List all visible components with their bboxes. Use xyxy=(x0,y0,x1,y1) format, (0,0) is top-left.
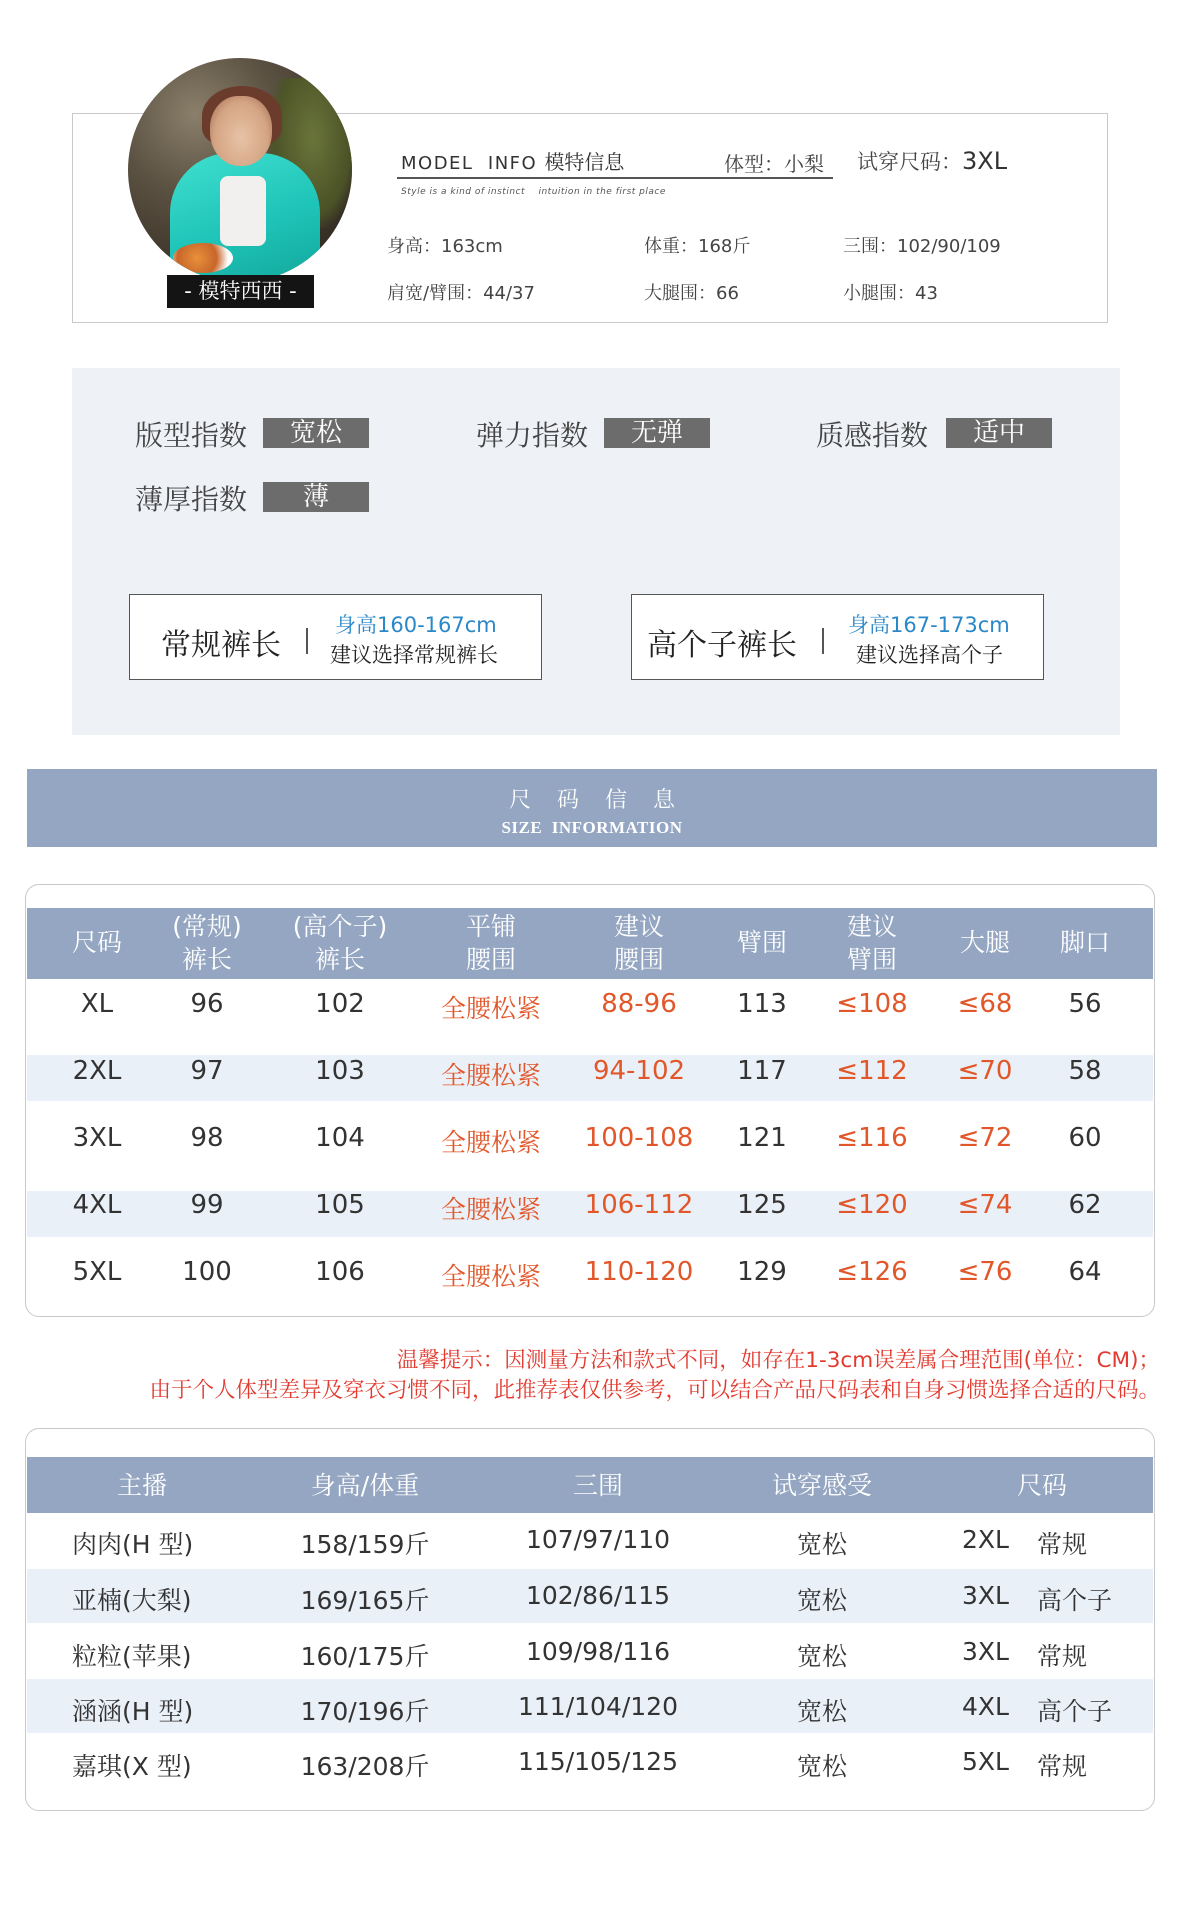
size-table-cell: 58 xyxy=(1068,1056,1102,1086)
host-table-cell: 5XL xyxy=(962,1747,1009,1776)
size-table-header-text: 裤长 xyxy=(314,945,365,974)
size-table-cell: 88-96 xyxy=(601,989,677,1019)
size-table-cell: 103 xyxy=(315,1056,365,1086)
size-table-header-cell xyxy=(1020,926,1150,959)
size-table-cell: 2XL xyxy=(72,1056,122,1086)
host-table-cell: 宽松 xyxy=(796,1642,847,1671)
size-table-header-text: 腰围 xyxy=(613,945,664,974)
size-table-cell: 129 xyxy=(737,1257,787,1287)
size-table-cell: 3XL xyxy=(72,1123,122,1153)
size-table-header-text: 臂围 xyxy=(846,945,897,974)
size-table-cell: ≤108 xyxy=(836,989,908,1019)
host-table-cell: 115/105/125 xyxy=(518,1747,678,1776)
host-table-cell: 肉肉(H 型) xyxy=(72,1530,194,1559)
size-table-cell: ≤74 xyxy=(957,1190,1013,1220)
host-table-cell: 宽松 xyxy=(796,1697,847,1726)
stat-measurements: 三围：102/90/109 xyxy=(843,236,1001,257)
regular-length-divider xyxy=(306,628,308,654)
stat-height: 身高：163cm xyxy=(387,236,503,257)
size-table-cell: 全腰松紧 xyxy=(440,1061,541,1090)
size-table xyxy=(27,908,1153,1315)
size-table-cell: ≤72 xyxy=(957,1123,1013,1153)
size-table-cell: 5XL xyxy=(72,1257,122,1287)
model-slogan: Style is a kind of instinct intuition in the first place xyxy=(401,187,666,197)
size-table-header-text: 臂围 xyxy=(736,928,787,957)
model-name-tag: - 模特西西 - xyxy=(167,275,314,308)
host-table-cell: 高个子 xyxy=(1037,1586,1113,1615)
thickness-index-label: 薄厚指数 xyxy=(135,483,248,516)
try-size-value: 3XL xyxy=(962,147,1008,175)
size-table-cell: ≤112 xyxy=(836,1056,908,1086)
stat-thigh: 大腿围：66 xyxy=(644,283,739,304)
size-table-header-text: 脚口 xyxy=(1059,928,1110,957)
size-table-cell: ≤68 xyxy=(957,989,1013,1019)
tall-length-suggest: 建议选择高个子 xyxy=(856,643,1003,667)
size-table-cell: 64 xyxy=(1068,1257,1102,1287)
size-table-header-text: 建议 xyxy=(613,912,664,941)
try-size xyxy=(857,146,1007,176)
regular-length-height: 身高160-167cm xyxy=(335,613,497,637)
size-table-cell: ≤76 xyxy=(957,1257,1013,1287)
stat-shoulder-arm: 肩宽/臂围：44/37 xyxy=(387,283,535,304)
host-table-cell: 宽松 xyxy=(796,1586,847,1615)
size-table-header-text: (高个子) xyxy=(292,912,388,941)
host-table-cell: 常规 xyxy=(1037,1752,1088,1781)
host-table-header-cell: 身高/体重 xyxy=(310,1471,420,1500)
size-table-cell: 全腰松紧 xyxy=(440,1128,541,1157)
size-table-cell: 104 xyxy=(315,1123,365,1153)
title-underline xyxy=(397,177,833,179)
size-table-cell: 60 xyxy=(1068,1123,1102,1153)
size-table-cell: 62 xyxy=(1068,1190,1102,1220)
size-table-header-text: (常规) xyxy=(172,912,242,941)
fit-index-label: 版型指数 xyxy=(135,419,248,452)
tall-length-title: 高个子裤长 xyxy=(647,628,797,663)
host-table-cell: 宽松 xyxy=(796,1530,847,1559)
host-table-cell: 涵涵(H 型) xyxy=(72,1697,194,1726)
model-info-title-zh: 模特信息 xyxy=(544,150,625,174)
size-table-header-text: 平铺 xyxy=(465,912,516,941)
host-table-cell: 3XL xyxy=(962,1637,1009,1666)
model-info-title-en: MODEL INFO xyxy=(401,153,538,174)
size-table-cell: 113 xyxy=(737,989,787,1019)
size-banner-title-zh: 尺码信息 xyxy=(508,788,701,813)
size-table-cell: ≤120 xyxy=(836,1190,908,1220)
size-table-cell: ≤126 xyxy=(836,1257,908,1287)
host-table-cell: 158/159斤 xyxy=(300,1530,430,1559)
size-table-cell: 106 xyxy=(315,1257,365,1287)
tall-length-divider xyxy=(822,628,824,654)
size-table-cell: 100-108 xyxy=(584,1123,694,1153)
host-table-cell: 常规 xyxy=(1037,1530,1088,1559)
size-table-header-text: 尺码 xyxy=(71,928,122,957)
texture-index-label: 质感指数 xyxy=(816,419,929,452)
host-table-cell: 粒粒(苹果) xyxy=(72,1642,192,1671)
model-info-title xyxy=(401,146,624,175)
elasticity-index-badge: 无弹 xyxy=(604,418,710,448)
texture-index-badge: 适中 xyxy=(946,418,1052,448)
size-table-cell: 98 xyxy=(190,1123,224,1153)
size-table-cell: 4XL xyxy=(72,1190,122,1220)
size-table-header-text: 腰围 xyxy=(465,945,516,974)
host-table-cell: 亚楠(大梨) xyxy=(72,1586,192,1615)
host-table-cell: 102/86/115 xyxy=(525,1581,671,1610)
host-table-cell: 170/196斤 xyxy=(300,1697,430,1726)
host-table-cell: 160/175斤 xyxy=(300,1642,430,1671)
size-table-header-cell xyxy=(574,910,704,976)
host-table-header-cell: 尺码 xyxy=(1016,1471,1067,1500)
host-table-cell: 常规 xyxy=(1037,1642,1088,1671)
host-table-cell: 109/98/116 xyxy=(525,1637,671,1666)
size-table-header-cell xyxy=(807,910,937,976)
size-table-cell: 110-120 xyxy=(584,1257,694,1287)
host-table-header-cell: 三围 xyxy=(572,1471,623,1500)
size-banner-title-en: SIZE INFORMATION xyxy=(501,818,683,837)
body-type: 体型：小梨 xyxy=(724,152,824,176)
size-table-cell: XL xyxy=(80,989,114,1019)
size-table-header-text: 大腿 xyxy=(959,928,1010,957)
size-table-cell: 全腰松紧 xyxy=(440,1262,541,1291)
try-size-label: 试穿尺码： xyxy=(857,150,962,174)
host-table-cell: 4XL xyxy=(962,1692,1009,1721)
size-table-header-cell xyxy=(142,910,272,976)
stat-weight: 体重：168斤 xyxy=(644,236,751,257)
host-table-header-cell: 试穿感受 xyxy=(771,1471,872,1500)
size-table-header-text: 建议 xyxy=(846,912,897,941)
host-table-cell: 107/97/110 xyxy=(525,1525,671,1554)
size-table-header-text: 裤长 xyxy=(181,945,232,974)
host-table-cell: 3XL xyxy=(962,1581,1009,1610)
regular-length-suggest: 建议选择常规裤长 xyxy=(330,643,498,667)
size-table-cell: 96 xyxy=(190,989,224,1019)
elasticity-index-label: 弹力指数 xyxy=(476,419,589,452)
thickness-index-badge: 薄 xyxy=(263,482,369,512)
host-table-cell: 163/208斤 xyxy=(300,1752,430,1781)
size-table-cell: 102 xyxy=(315,989,365,1019)
size-table-cell: 97 xyxy=(190,1056,224,1086)
host-table-cell: 2XL xyxy=(962,1525,1009,1554)
host-table-cell: 169/165斤 xyxy=(300,1586,430,1615)
size-table-header-cell xyxy=(275,910,405,976)
host-table-cell: 高个子 xyxy=(1037,1697,1113,1726)
host-table-cell: 111/104/120 xyxy=(518,1692,678,1721)
size-table-cell: 全腰松紧 xyxy=(440,994,541,1023)
host-table-cell: 宽松 xyxy=(796,1752,847,1781)
size-table-cell: 全腰松紧 xyxy=(440,1195,541,1224)
size-table-cell: 125 xyxy=(737,1190,787,1220)
size-table-cell: 117 xyxy=(737,1056,787,1086)
host-table-header-cell: 主播 xyxy=(116,1471,167,1500)
tall-length-height: 身高167-173cm xyxy=(848,613,1010,637)
size-table-cell: 100 xyxy=(182,1257,232,1287)
host-table-cell: 嘉琪(X 型) xyxy=(72,1752,192,1781)
tip-line-2: 由于个人体型差异及穿衣习惯不同，此推荐表仅供参考，可以结合产品尺码表和自身习惯选择合适的尺码。 xyxy=(149,1378,1160,1403)
size-table-cell: ≤116 xyxy=(836,1123,908,1153)
size-table-cell: 56 xyxy=(1068,989,1102,1019)
tip-line-1: 温馨提示：因测量方法和款式不同，如存在1-3cm误差属合理范围(单位：CM)； xyxy=(396,1348,1160,1373)
size-info-banner xyxy=(27,769,1157,847)
stat-calf: 小腿围：43 xyxy=(843,283,938,304)
size-table-cell: 105 xyxy=(315,1190,365,1220)
fit-index-badge: 宽松 xyxy=(263,418,369,448)
regular-length-title: 常规裤长 xyxy=(161,628,281,663)
size-table-cell: 106-112 xyxy=(584,1190,694,1220)
host-table xyxy=(27,1457,1153,1809)
size-table-cell: ≤70 xyxy=(957,1056,1013,1086)
size-table-header-cell xyxy=(426,910,556,976)
size-table-cell: 121 xyxy=(737,1123,787,1153)
size-table-cell: 99 xyxy=(190,1190,224,1220)
model-photo xyxy=(128,58,352,282)
size-table-cell: 94-102 xyxy=(592,1056,686,1086)
